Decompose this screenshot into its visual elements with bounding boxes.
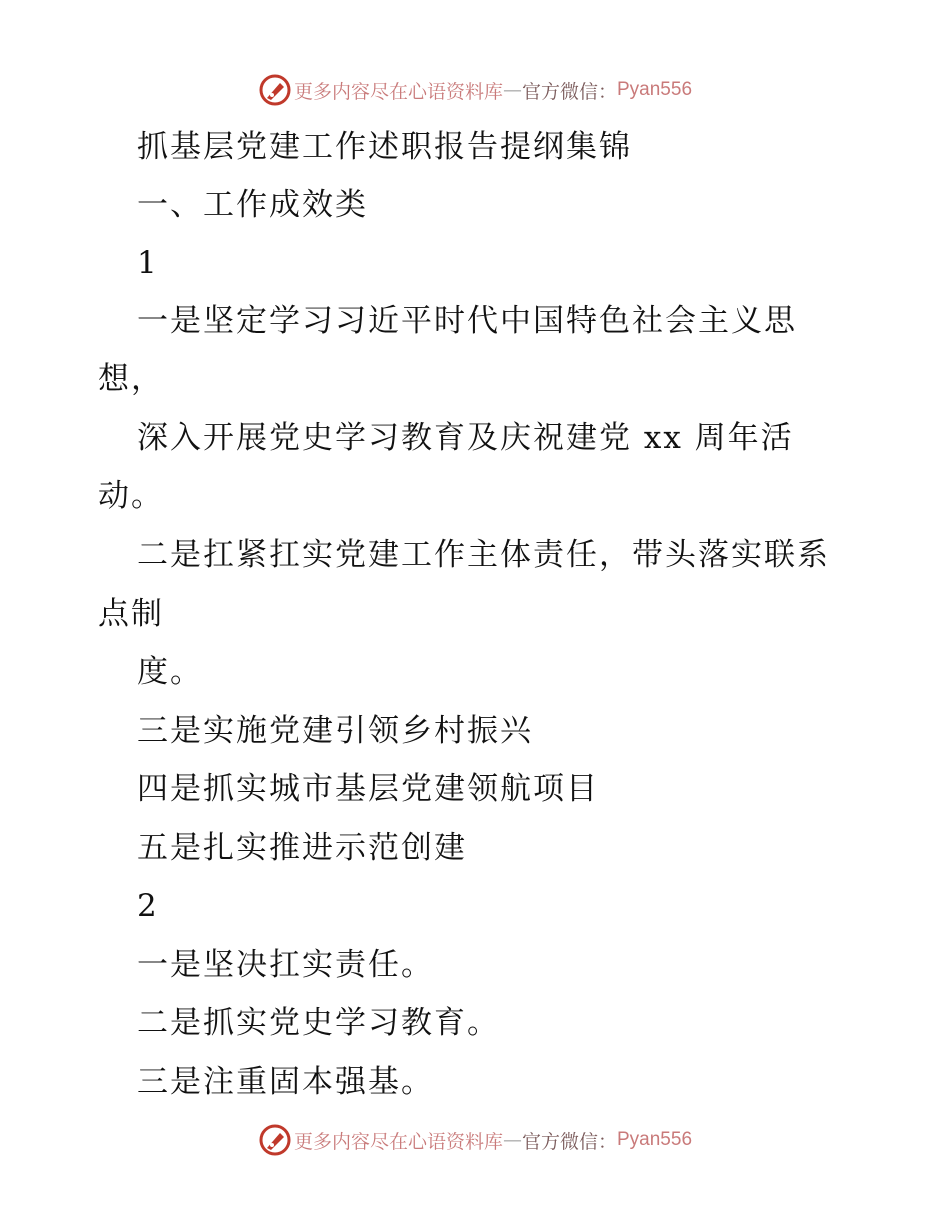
banner-separator: — [502, 1129, 522, 1151]
banner-wechat-label: 官方微信： [521, 80, 617, 103]
paragraph-line: 想， [98, 361, 164, 397]
item-number: 2 [137, 888, 159, 924]
paragraph-line: 四是抓实城市基层党建领航项目 [137, 771, 599, 807]
section-heading: 一、工作成效类 [137, 187, 368, 223]
banner-wechat-id: Pyan556 [617, 1129, 693, 1150]
paragraph-line: 五是扎实推进示范创建 [137, 830, 467, 866]
banner-wechat-id: Pyan556 [617, 79, 693, 100]
paragraph-line: 度。 [137, 654, 203, 690]
paragraph-line: 三是注重固本强基。 [137, 1064, 434, 1100]
pen-nib-logo-icon [258, 73, 292, 107]
banner-separator: — [502, 79, 522, 101]
banner-text: 更多内容尽在心语资料库 [293, 80, 503, 103]
paragraph-line: 动。 [98, 478, 164, 514]
header-watermark-banner [0, 70, 950, 110]
paragraph-line: 一是坚定学习习近平时代中国特色社会主义思 [137, 303, 797, 339]
footer-watermark-banner [0, 1120, 950, 1160]
banner-wechat-label: 官方微信： [521, 1130, 617, 1153]
document-title: 抓基层党建工作述职报告提纲集锦 [137, 129, 632, 165]
pen-nib-logo-icon [258, 1123, 292, 1157]
paragraph-line: 一是坚决扛实责任。 [137, 947, 434, 983]
paragraph-line: 二是扛紧扛实党建工作主体责任，带头落实联系 [137, 537, 830, 573]
paragraph-line: 三是实施党建引领乡村振兴 [137, 713, 533, 749]
item-number: 1 [137, 245, 159, 281]
paragraph-line: 点制 [98, 596, 164, 632]
banner-text: 更多内容尽在心语资料库 [293, 1130, 503, 1153]
paragraph-line: 二是抓实党史学习教育。 [137, 1005, 500, 1041]
paragraph-line: 深入开展党史学习教育及庆祝建党 xx 周年活 [137, 420, 794, 456]
